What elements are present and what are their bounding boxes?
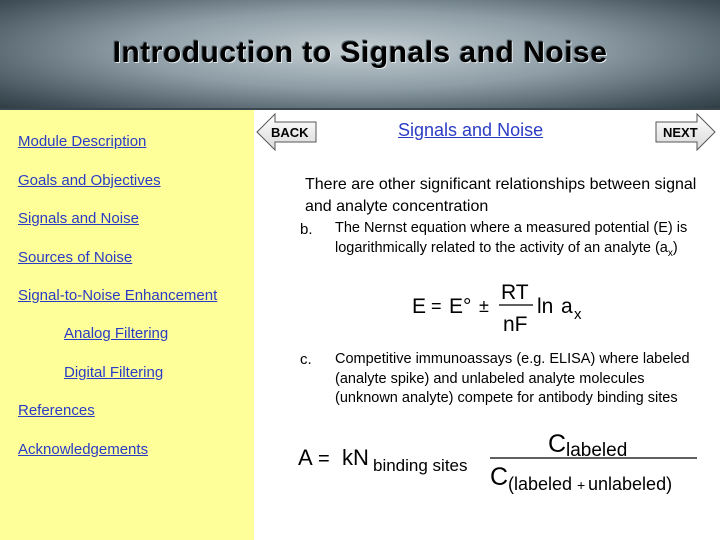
- item-c-label: c.: [300, 351, 312, 368]
- svg-text:x: x: [574, 306, 582, 323]
- svg-text:RT: RT: [501, 281, 529, 304]
- nav-link-references[interactable]: References: [18, 402, 95, 419]
- page-title: Introduction to Signals and Noise: [112, 36, 608, 69]
- next-label: NEXT: [663, 125, 698, 140]
- back-button[interactable]: [256, 113, 318, 151]
- svg-text:C: C: [490, 463, 509, 491]
- nav-link-signals-and-noise[interactable]: Signals and Noise: [18, 210, 139, 227]
- svg-text:unlabeled): unlabeled): [588, 474, 673, 494]
- svg-text:(labeled: (labeled: [508, 474, 573, 494]
- svg-text:=: =: [431, 296, 442, 316]
- svg-text:a: a: [561, 295, 573, 318]
- nav-link-module-description[interactable]: Module Description: [18, 133, 147, 150]
- title-banner: [0, 0, 720, 110]
- nav-link-digital-filtering[interactable]: Digital Filtering: [64, 364, 164, 381]
- item-b-text: The Nernst equation where a measured potential (E) is logarithmically related to the activity of an analyte $(a_x)$: [335, 220, 688, 259]
- svg-text:A: A: [298, 445, 313, 470]
- svg-text:+: +: [577, 477, 586, 493]
- svg-text:E: E: [412, 295, 427, 318]
- svg-text:ln: ln: [537, 295, 554, 318]
- svg-text:C: C: [548, 430, 567, 458]
- intro-text: There are other significant relationships between signal and analyte concentration: [305, 176, 697, 215]
- svg-text:E°: E°: [449, 295, 472, 318]
- svg-text:±: ±: [479, 296, 489, 316]
- item-c-text: Competitive immunoassays (e.g. ELISA) where labeled (analyte spike) and unlabeled analyte molecules (unknown analyte) compete for antibody binding sites: [335, 351, 690, 406]
- svg-text:nF: nF: [503, 313, 528, 336]
- next-button[interactable]: [655, 113, 717, 151]
- nav-link-goals-and-objectives[interactable]: Goals and Objectives: [18, 172, 161, 189]
- back-label: BACK: [271, 125, 309, 140]
- svg-text:kN: kN: [342, 445, 369, 470]
- nav-link-analog-filtering[interactable]: Analog Filtering: [64, 325, 169, 342]
- nav-link-signal-to-noise-enhancement[interactable]: Signal-to-Noise Enhancement: [18, 287, 218, 304]
- nav-link-sources-of-noise[interactable]: Sources of Noise: [18, 249, 133, 266]
- svg-text:labeled: labeled: [566, 440, 628, 461]
- immunoassay-equation: [296, 424, 706, 500]
- section-title: Signals and Noise: [398, 120, 544, 140]
- item-b-label: b.: [300, 221, 313, 238]
- svg-text:binding sites: binding sites: [373, 456, 468, 475]
- nav-link-acknowledgements[interactable]: Acknowledgements: [18, 441, 149, 458]
- nernst-equation: [408, 278, 598, 336]
- svg-text:=: =: [318, 448, 330, 470]
